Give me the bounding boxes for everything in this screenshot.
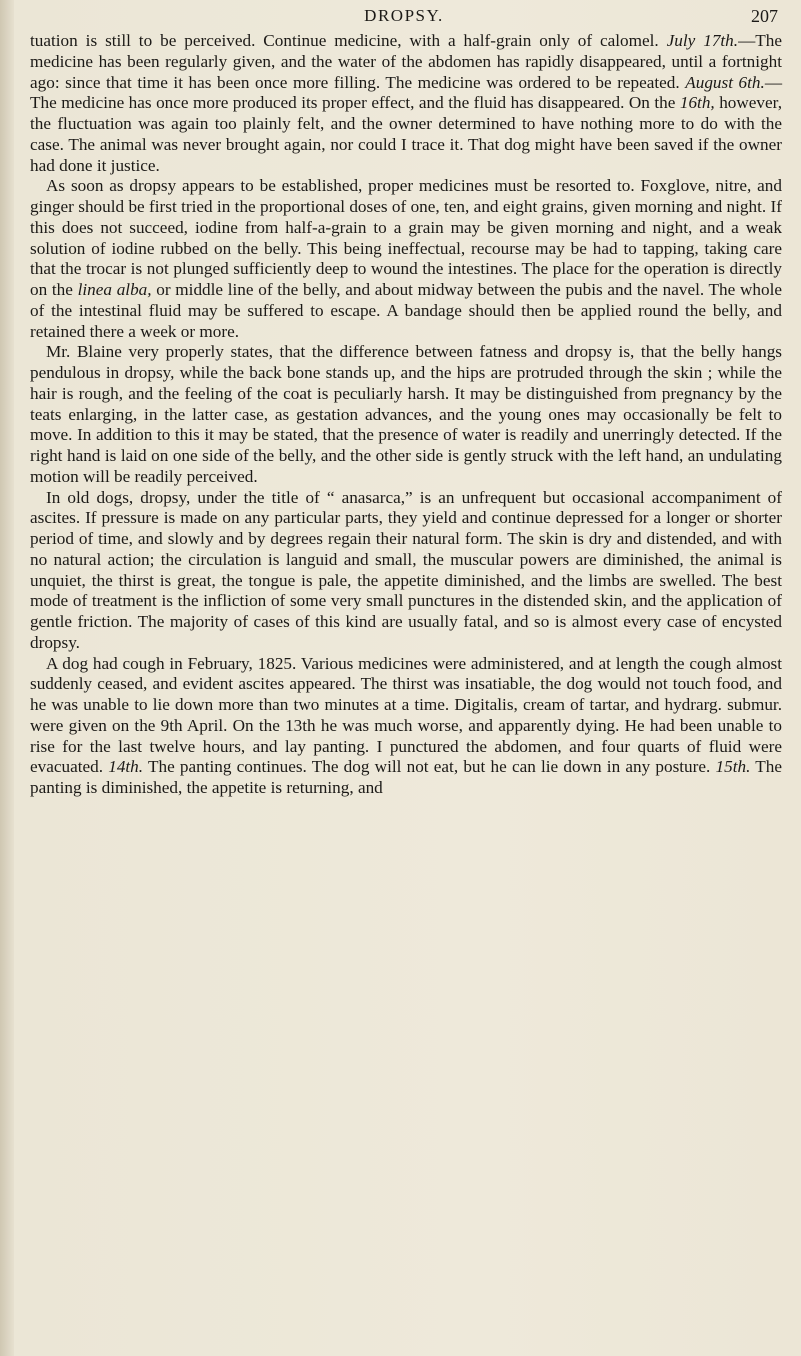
italic-text: 16th, [679, 93, 715, 113]
text-run: however, the fluctuation was again too plainly felt, and the owner determined to have nothing more to do with the case. The animal was never brought again, nor could I trace it. That dog might have been saved if the owner had done it justice. [30, 93, 782, 175]
italic-text: July 17th. [666, 31, 739, 50]
text-run: or middle line of the belly, and about midway between the pubis and the navel. The whole of the intestinal fluid may be suffered to escape. A bandage should then be applied round the belly, and retained there a week or more. [30, 280, 782, 341]
text-run: As soon as dropsy appears to be established, proper medicines must be resorted to. Foxglove, nitre, and ginger should be first tried in the proportional doses of one, ten, and eight grains, given morning and night. If this does not succeed, iodine from half-a-grain to a grain may be given morning and night, and a weak solution of iodine rubbed on the belly. This being ineffectual, recourse may be had to tapping, taking care that the trocar is not plunged sufficiently deep to wound the intestines. The place for the operation is directly on the [30, 176, 782, 299]
text-run: tuation is still to be perceived. Continue medicine, with a half-grain only of calomel. [30, 31, 667, 50]
italic-text: 14th. [108, 757, 144, 777]
text-run: A dog had cough in February, 1825. Various medicines were administered, and at length the cough almost suddenly ceased, and evident ascites appeared. The thirst was insatiable, the dog would not touch food, and he was unable to lie down more than two minutes at a time. Digitalis, cream of tartar, and hydrarg. submur. were given on the 9th April. On the 13th he was much worse, and apparently dying. He had been unable to rise for the last twelve hours, and lay panting. I punctured the abdomen, and four quarts of fluid were evacuated. [30, 653, 782, 777]
paragraph [30, 654, 782, 799]
text-run: —The medicine has been regularly given, and the water of the abdomen has rapidly disappeared, until a fortnight ago: since that time it has been once more filling. The medicine was ordered to be repeated. [30, 31, 782, 92]
text-run: Mr. Blaine very properly states, that the difference between fatness and dropsy is, that the belly hangs pendulous in dropsy, while the back bone stands up, and the hips are protruded through the skin ; while the hair is rough, and the feeling of the coat is peculiarly harsh. It may be distinguished from pregnancy by the teats enlarging, in the latter case, as gestation advances, and the young ones may occasionally be felt to move. In addition to this it may be stated, that the presence of water is readily and unerringly detected. If the right hand is laid on one side of the belly, and the other side is gently struck with the left hand, an undulating motion will be readily perceived. [30, 342, 782, 486]
italic-text: August 6th. [685, 72, 765, 92]
italic-text: linea alba, [77, 280, 152, 299]
text-run: In old dogs, dropsy, under the title of “ anasarca,” is an unfrequent but occasional accompaniment of ascites. If pressure is made on any particular parts, they yield and continue depressed for a longer or shorter period of time, and slowly and by degrees regain their natural form. The skin is dry and distended, and with no natural action; the circulation is languid and small, the muscular powers are diminished, the animal is unquiet, the thirst is great, the tongue is pale, the appetite diminished, and the limbs are swelled. The best mode of treatment is the infliction of some very small punctures in the distended skin, and the application of gentle friction. The majority of cases of this kind are usually fatal, and so is almost every case of encysted dropsy. [30, 487, 782, 652]
page-number: 207 [751, 6, 778, 26]
text-run: The panting continues. The dog will not eat, but he can lie down in any posture. [143, 757, 716, 777]
paragraph [30, 176, 782, 342]
paragraph [30, 488, 782, 654]
page-header [30, 4, 778, 30]
text-run: The panting is diminished, the appetite is returning, and [30, 757, 782, 797]
page-gutter [0, 0, 14, 1356]
paragraph [30, 31, 782, 176]
paragraph [30, 342, 782, 487]
running-head: DROPSY. [364, 6, 444, 25]
italic-text: 15th. [715, 757, 751, 777]
body-text [30, 31, 782, 799]
text-run: —The medicine has once more produced its proper effect, and the fluid has disappeared. On the [30, 72, 782, 113]
